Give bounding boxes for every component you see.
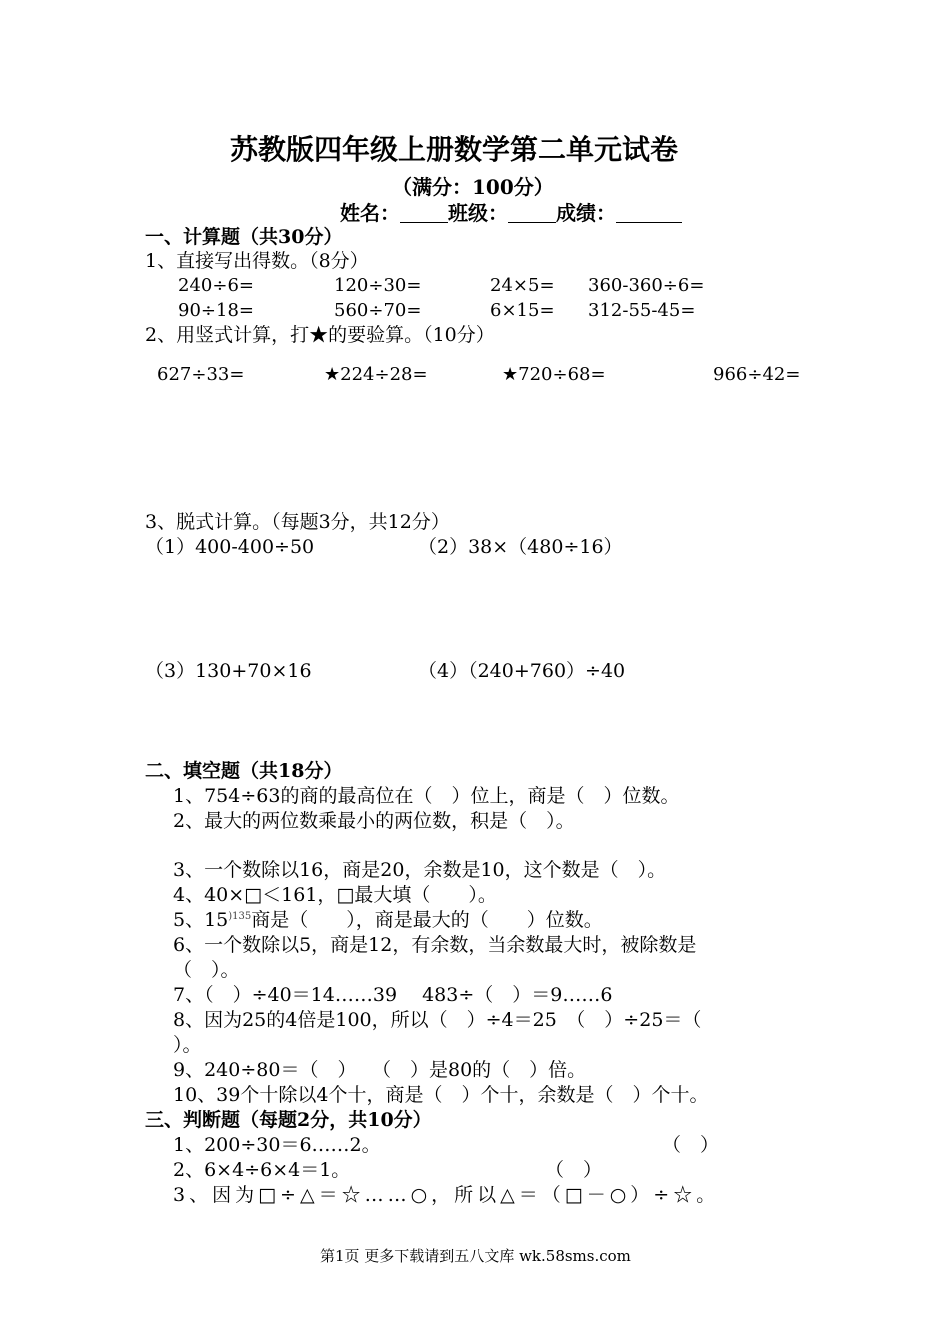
q1-item: 360-360÷6=	[588, 275, 705, 296]
q1-item: 6×15=	[490, 300, 555, 321]
q2-item: ★224÷28=	[324, 364, 428, 385]
q2-item: 627÷33=	[157, 364, 245, 385]
q1-item: 24×5=	[490, 275, 555, 296]
class-blank[interactable]	[508, 204, 556, 223]
q3-prompt: 3、脱式计算。（每题3分，共12分）	[145, 511, 450, 533]
score-note: （满分：100分）	[392, 175, 554, 199]
q3-item: （3）130+70×16	[145, 660, 312, 682]
class-label: 班级：	[448, 201, 508, 225]
q2-item: ★720÷68=	[502, 364, 606, 385]
q3-item: （1）400-400÷50	[145, 536, 315, 558]
section2-heading: 二、填空题（共18分）	[145, 760, 343, 782]
page-title: 苏教版四年级上册数学第二单元试卷	[230, 133, 679, 166]
q1-item: 240÷6=	[178, 275, 254, 296]
judge-blank[interactable]: （ ）	[545, 1159, 603, 1181]
fill-item: 8、因为25的4倍是100，所以（ ）÷4＝25 （ ）÷25＝（	[173, 1009, 702, 1031]
grade-blank[interactable]	[616, 204, 682, 223]
q3-item: （2）38×（480÷16）	[418, 536, 623, 558]
fill-item: 10、39个十除以4个十，商是（ ）个十，余数是（ ）个十。	[173, 1084, 709, 1106]
fill-item: 2、最大的两位数乘最小的两位数，积是（ ）。	[173, 810, 575, 832]
fill-item: 3、一个数除以16，商是20，余数是10，这个数是（ ）。	[173, 859, 667, 881]
name-blank[interactable]	[400, 204, 448, 223]
q1-item: 90÷18=	[178, 300, 254, 321]
name-label: 姓名：	[340, 201, 400, 225]
fill-item: 9、240÷80＝（ ） （ ）是80的（ ）倍。	[173, 1059, 587, 1081]
q1-item: 560÷70=	[334, 300, 422, 321]
judge-item: 3、因为□÷△＝☆……○，所以△＝（□－○）÷☆。	[173, 1184, 720, 1206]
judge-blank[interactable]: （ ）	[662, 1134, 720, 1156]
fill-item: 6、一个数除以5，商是12，有余数，当余数最大时，被除数是	[173, 934, 697, 956]
page-footer: 第1页 更多下载请到五八文库 wk.58sms.com	[320, 1247, 631, 1265]
q1-item: 120÷30=	[334, 275, 422, 296]
judge-item: 2、6×4÷6×4＝1。	[173, 1159, 351, 1181]
section3-heading: 三、判断题（每题2分，共10分）	[145, 1109, 432, 1131]
fill-item-continuation: （ ）。	[173, 959, 240, 981]
fill-item-5-tail: 商是（ ），商是最大的（ ）位数。	[251, 909, 603, 931]
fill-item: 7、（ ）÷40＝14……39 483÷（ ）＝9……6	[173, 984, 613, 1006]
header-fields	[340, 203, 682, 223]
fill-item	[173, 911, 603, 930]
fill-item-5-head: 5、15	[173, 909, 229, 931]
q1-item: 312-55-45=	[588, 300, 696, 321]
fill-item-continuation: ）。	[173, 1034, 202, 1056]
judge-item: 1、200÷30＝6……2。	[173, 1134, 381, 1156]
fill-item: 4、40×□＜161，□最大填（ ）。	[173, 884, 497, 906]
q3-item: （4）（240+760）÷40	[418, 660, 626, 682]
q2-item: 966÷42=	[713, 364, 801, 385]
fill-item: 1、754÷63的商的最高位在（ ）位上，商是（ ）位数。	[173, 785, 680, 807]
q1-prompt: 1、直接写出得数。（8分）	[145, 250, 369, 272]
grade-label: 成绩：	[556, 201, 616, 225]
q2-prompt: 2、用竖式计算，打★的要验算。（10分）	[145, 324, 495, 346]
long-division-sign: )135	[228, 911, 252, 922]
section1-heading: 一、计算题（共30分）	[145, 226, 343, 248]
